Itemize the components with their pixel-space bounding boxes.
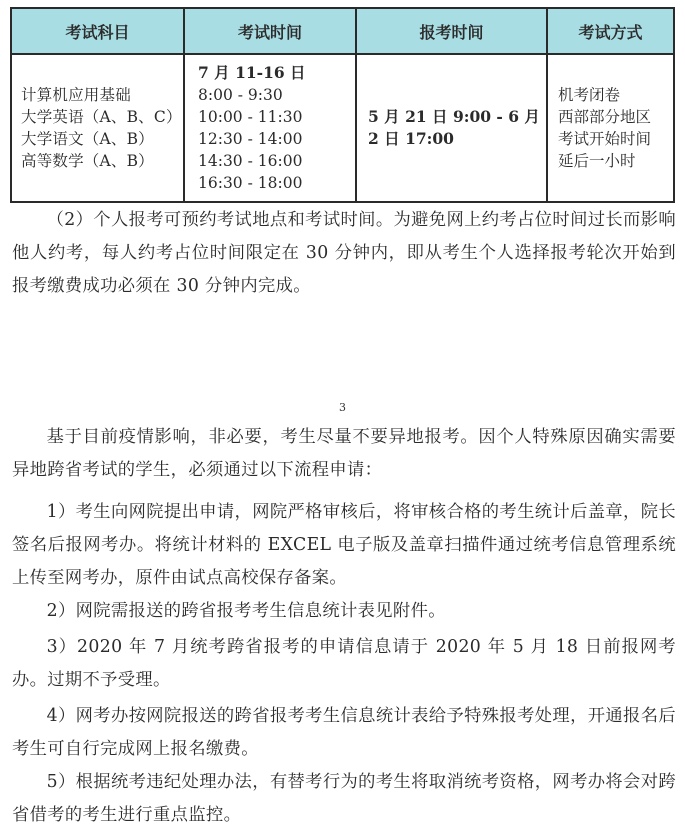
- subject-item: 高等数学（A、B）: [21, 152, 154, 170]
- paragraph-personal-registration: （2）个人报考可预约考试地点和考试时间。为避免网上约考占位时间过长而影响他人约考，每人约考占位时间限定在 30 分钟内，即从考生个人选择报考轮次开始到报考缴费成功必须在 30 分钟内完成。: [12, 210, 676, 296]
- registration-time-line: 2 日 17:00: [368, 129, 454, 148]
- paragraph-step-3: 3）2020 年 7 月统考跨省报考的申请信息请于 2020 年 5 月 18 日前报网考办。过期不予受理。: [12, 637, 676, 690]
- exam-method-line: 机考闭卷: [558, 86, 621, 104]
- exam-schedule-table: [10, 7, 675, 203]
- exam-time-slot: 8:00 - 9:30: [198, 86, 283, 104]
- exam-time-slot: 14:30 - 16:00: [198, 152, 303, 170]
- registration-time-cell: [356, 54, 547, 202]
- exam-time-slot: 16:30 - 18:00: [198, 174, 303, 192]
- subjects-cell: [11, 54, 184, 202]
- exam-time-slot: 10:00 - 11:30: [198, 108, 303, 126]
- subject-item: 计算机应用基础: [21, 86, 131, 104]
- header-exam-method: 考试方式: [547, 8, 674, 54]
- header-registration-time: 报考时间: [356, 8, 547, 54]
- paragraph-step-4: 4）网考办按网院报送的跨省报考考生信息统计表给予特殊报考处理，开通报名后考生可自行完成网上报名缴费。: [12, 706, 676, 759]
- registration-time-line: 5 月 21 日 9:00 - 6 月: [368, 107, 540, 126]
- paragraph-epidemic-notice: 基于目前疫情影响，非必要，考生尽量不要异地报考。因个人特殊原因确实需要异地跨省考试的学生，必须通过以下流程申请：: [12, 427, 676, 480]
- exam-method-cell: [547, 54, 674, 202]
- paragraph-step-5: 5）根据统考违纪处理办法，有替考行为的考生将取消统考资格，网考办将会对跨省借考的考生进行重点监控。: [12, 772, 676, 825]
- table-header-row: [11, 8, 674, 54]
- table-row: [11, 54, 674, 202]
- subject-item: 大学语文（A、B）: [21, 130, 154, 148]
- exam-method-line: 延后一小时: [558, 152, 636, 170]
- exam-date: 7 月 11-16 日: [198, 63, 306, 82]
- paragraph-step-1: 1）考生向网院提出申请，网院严格审核后，将审核合格的考生统计后盖章，院长签名后报网考办。将统计材料的 EXCEL 电子版及盖章扫描件通过统考信息管理系统上传至网考办，原件由试点高校保存备案。: [12, 502, 676, 588]
- exam-method-line: 考试开始时间: [558, 130, 652, 148]
- header-exam-time: 考试时间: [184, 8, 356, 54]
- header-subject: 考试科目: [11, 8, 184, 54]
- exam-time-cell: [184, 54, 356, 202]
- exam-method-line: 西部部分地区: [558, 108, 652, 126]
- subject-item: 大学英语（A、B、C）: [21, 108, 182, 126]
- paragraph-step-2: 2）网院需报送的跨省报考考生信息统计表见附件。: [46, 601, 446, 621]
- page-number: 3: [339, 401, 346, 414]
- exam-time-slot: 12:30 - 14:00: [198, 130, 303, 148]
